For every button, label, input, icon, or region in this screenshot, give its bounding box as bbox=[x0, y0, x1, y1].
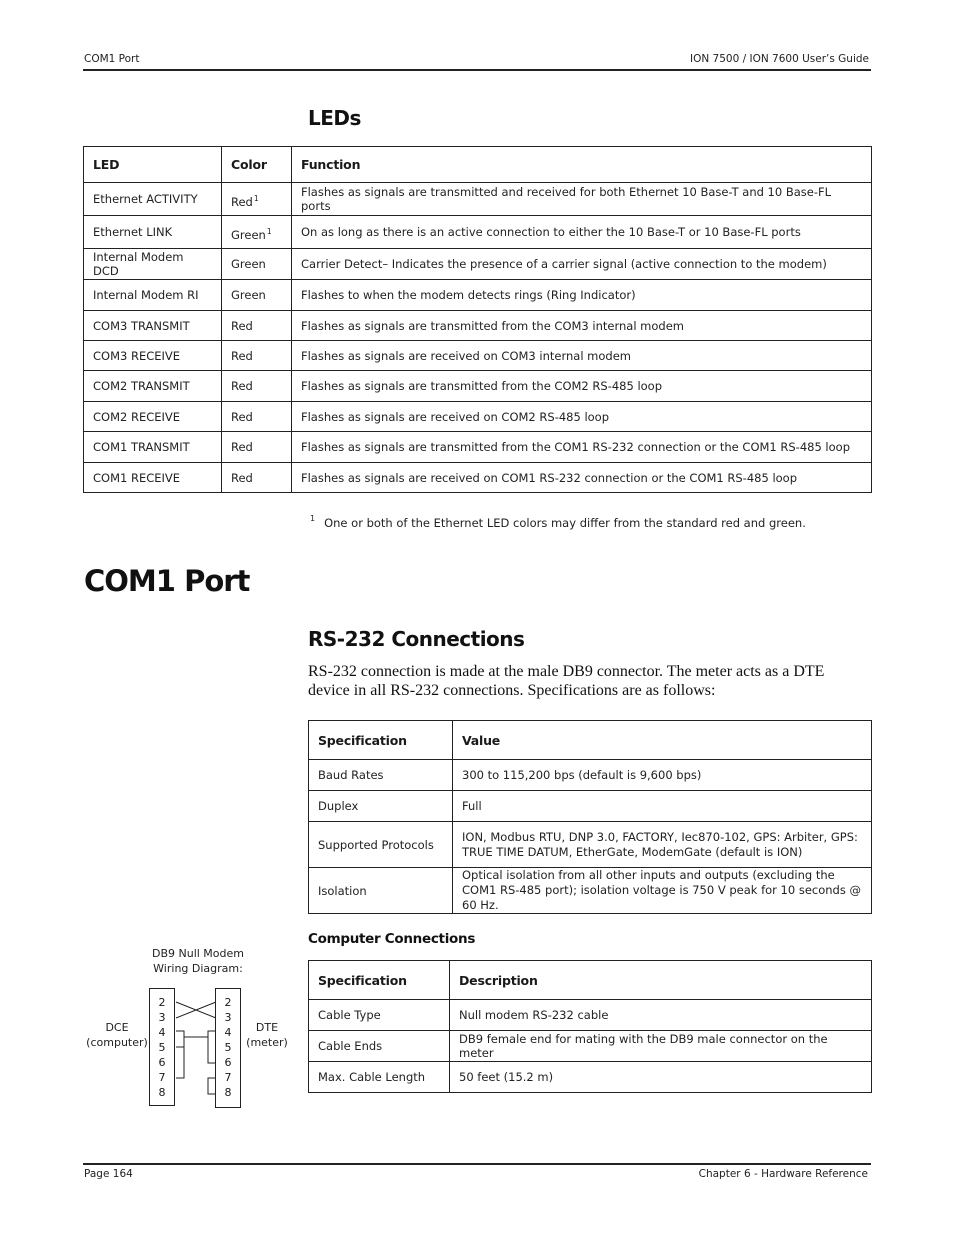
page-number: Page 164 bbox=[84, 1168, 133, 1180]
leds-heading: LEDs bbox=[308, 106, 361, 130]
spec-value: Optical isolation from all other inputs and outputs (excluding the COM1 RS-485 port); isolation voltage is 750 V peak for 10 seconds @ 60 Hz. bbox=[453, 868, 872, 914]
leds-table bbox=[83, 146, 872, 493]
wire-dte-loop bbox=[208, 1031, 216, 1063]
wire-dte-rts-cts bbox=[208, 1078, 216, 1094]
led-color-text: Red bbox=[231, 379, 253, 393]
spec-name: Baud Rates bbox=[309, 760, 453, 791]
dte-label-line1: DTE bbox=[255, 1021, 279, 1034]
rs232-col-value: Value bbox=[453, 721, 872, 760]
table-row bbox=[309, 791, 872, 822]
pin-number: 4 bbox=[158, 1026, 166, 1039]
pin-number: 8 bbox=[224, 1086, 232, 1099]
led-name: Ethernet LINK bbox=[84, 216, 222, 249]
pin-number: 5 bbox=[224, 1041, 232, 1054]
pin-number: 2 bbox=[158, 996, 166, 1009]
diagram-title-line1: DB9 Null Modem bbox=[151, 947, 244, 960]
led-color bbox=[222, 311, 292, 341]
table-row bbox=[309, 1031, 872, 1062]
spec-name: Max. Cable Length bbox=[309, 1062, 450, 1093]
footnote-mark: 1 bbox=[310, 514, 316, 523]
computer-table bbox=[308, 960, 872, 1093]
led-color bbox=[222, 280, 292, 311]
led-function: Flashes as signals are received on COM1 RS-232 connection or the COM1 RS-485 loop bbox=[292, 463, 872, 493]
led-color-text: Red bbox=[231, 194, 253, 209]
spec-description: Null modem RS-232 cable bbox=[450, 1000, 872, 1031]
led-function: On as long as there is an active connection to either the 10 Base-T or 10 Base-FL ports bbox=[292, 216, 872, 249]
table-row bbox=[84, 311, 872, 341]
led-color-text: Red bbox=[231, 470, 253, 485]
led-name: COM3 RECEIVE bbox=[84, 341, 222, 371]
chapter-label: Chapter 6 - Hardware Reference bbox=[698, 1168, 868, 1180]
led-color bbox=[222, 402, 292, 432]
dte-label-line2: (meter) bbox=[246, 1036, 288, 1049]
footnote-text: One or both of the Ethernet LED colors may differ from the standard red and green. bbox=[324, 516, 806, 530]
footnote-ref: 1 bbox=[266, 226, 272, 236]
spec-value: 300 to 115,200 bps (default is 9,600 bps) bbox=[453, 760, 872, 791]
spec-description: 50 feet (15.2 m) bbox=[450, 1062, 872, 1093]
spec-name: Cable Ends bbox=[309, 1031, 450, 1062]
leds-footnote bbox=[309, 516, 806, 530]
led-color bbox=[222, 432, 292, 463]
led-name: Internal Modem RI bbox=[84, 280, 222, 311]
dce-label-line1: DCE bbox=[105, 1021, 129, 1034]
led-name: COM2 TRANSMIT bbox=[84, 371, 222, 402]
dte-label bbox=[240, 1020, 294, 1050]
wire-dce-loop bbox=[176, 1031, 184, 1078]
rs232-paragraph: RS-232 connection is made at the male DB9 connector. The meter acts as a DTE device in all RS-232 connections. Specifications are as follows: bbox=[308, 663, 825, 699]
pin-number: 5 bbox=[158, 1041, 166, 1054]
rs232-spec-table bbox=[308, 720, 872, 914]
table-row bbox=[84, 402, 872, 432]
led-function: Carrier Detect– Indicates the presence of a carrier signal (active connection to the modem) bbox=[292, 249, 872, 280]
led-name: COM3 TRANSMIT bbox=[84, 311, 222, 341]
table-row bbox=[84, 183, 872, 216]
spec-name: Supported Protocols bbox=[309, 822, 453, 868]
led-color bbox=[222, 341, 292, 371]
led-color-text: Red bbox=[231, 318, 253, 333]
computer-col-spec: Specification bbox=[309, 961, 450, 1000]
leds-col-function: Function bbox=[292, 147, 872, 183]
computer-col-description: Description bbox=[450, 961, 872, 1000]
table-row bbox=[309, 822, 872, 868]
pin-number: 2 bbox=[224, 996, 232, 1009]
table-row bbox=[84, 216, 872, 249]
pin-number: 7 bbox=[224, 1071, 232, 1084]
led-name: COM1 RECEIVE bbox=[84, 463, 222, 493]
running-header-right: ION 7500 / ION 7600 User’s Guide bbox=[689, 53, 869, 65]
header-rule bbox=[83, 69, 871, 71]
diagram-title bbox=[138, 946, 258, 976]
led-color-text: Green bbox=[231, 257, 266, 271]
computer-connections-heading: Computer Connections bbox=[308, 931, 476, 947]
table-row bbox=[309, 868, 872, 914]
pin-number: 7 bbox=[158, 1071, 166, 1084]
led-color-text: Green bbox=[231, 227, 266, 242]
pin-number: 6 bbox=[224, 1056, 232, 1069]
pin-number: 8 bbox=[158, 1086, 166, 1099]
led-function: Flashes as signals are transmitted and received for both Ethernet 10 Base-T and 10 Base-FL ports bbox=[292, 183, 872, 216]
leds-header-row bbox=[84, 147, 872, 183]
led-name: COM2 RECEIVE bbox=[84, 402, 222, 432]
led-color bbox=[222, 249, 292, 280]
com1-heading: COM1 Port bbox=[84, 564, 250, 598]
computer-header-row bbox=[309, 961, 872, 1000]
dce-label bbox=[82, 1020, 152, 1050]
led-name: COM1 TRANSMIT bbox=[84, 432, 222, 463]
led-function: Flashes as signals are transmitted from the COM1 RS-232 connection or the COM1 RS-485 loop bbox=[292, 432, 872, 463]
table-row bbox=[309, 760, 872, 791]
rs232-col-spec: Specification bbox=[309, 721, 453, 760]
pin-number: 6 bbox=[158, 1056, 166, 1069]
led-function: Flashes as signals are received on COM2 RS-485 loop bbox=[292, 402, 872, 432]
led-color-text: Red bbox=[231, 409, 253, 424]
diagram-title-line2: Wiring Diagram: bbox=[153, 962, 243, 975]
pin-number: 3 bbox=[224, 1011, 232, 1024]
table-row bbox=[84, 341, 872, 371]
led-function: Flashes as signals are transmitted from the COM3 internal modem bbox=[292, 311, 872, 341]
spec-name: Duplex bbox=[309, 791, 453, 822]
rs232-heading: RS-232 Connections bbox=[308, 627, 525, 651]
table-row bbox=[84, 432, 872, 463]
led-name: Ethernet ACTIVITY bbox=[84, 183, 222, 216]
table-row bbox=[84, 463, 872, 493]
led-color bbox=[222, 216, 292, 249]
spec-value: Full bbox=[453, 791, 872, 822]
table-row bbox=[84, 371, 872, 402]
led-color bbox=[222, 371, 292, 402]
spec-value: ION, Modbus RTU, DNP 3.0, FACTORY, Iec870-102, GPS: Arbiter, GPS: TRUE TIME DATUM, EtherGate, ModemGate (default is ION) bbox=[453, 822, 872, 868]
led-function: Flashes to when the modem detects rings (Ring Indicator) bbox=[292, 280, 872, 311]
table-row bbox=[309, 1000, 872, 1031]
footnote-ref: 1 bbox=[253, 193, 259, 203]
led-color-text: Green bbox=[231, 288, 266, 302]
spec-description: DB9 female end for mating with the DB9 male connector on the meter bbox=[450, 1031, 872, 1062]
led-name: Internal Modem DCD bbox=[84, 249, 222, 280]
footer-rule bbox=[83, 1163, 871, 1165]
led-function: Flashes as signals are received on COM3 internal modem bbox=[292, 341, 872, 371]
dce-label-line2: (computer) bbox=[86, 1036, 148, 1049]
rs232-header-row bbox=[309, 721, 872, 760]
led-color-text: Red bbox=[231, 440, 253, 454]
leds-col-led: LED bbox=[84, 147, 222, 183]
leds-col-color: Color bbox=[222, 147, 292, 183]
led-color bbox=[222, 183, 292, 216]
pin-number: 3 bbox=[158, 1011, 166, 1024]
led-function: Flashes as signals are transmitted from the COM2 RS-485 loop bbox=[292, 371, 872, 402]
table-row bbox=[84, 249, 872, 280]
table-row bbox=[309, 1062, 872, 1093]
spec-name: Isolation bbox=[309, 868, 453, 914]
table-row bbox=[84, 280, 872, 311]
spec-name: Cable Type bbox=[309, 1000, 450, 1031]
null-modem-wires bbox=[170, 990, 222, 1100]
running-header-left: COM1 Port bbox=[84, 53, 140, 65]
led-color-text: Red bbox=[231, 348, 253, 363]
led-color bbox=[222, 463, 292, 493]
pin-number: 4 bbox=[224, 1026, 232, 1039]
